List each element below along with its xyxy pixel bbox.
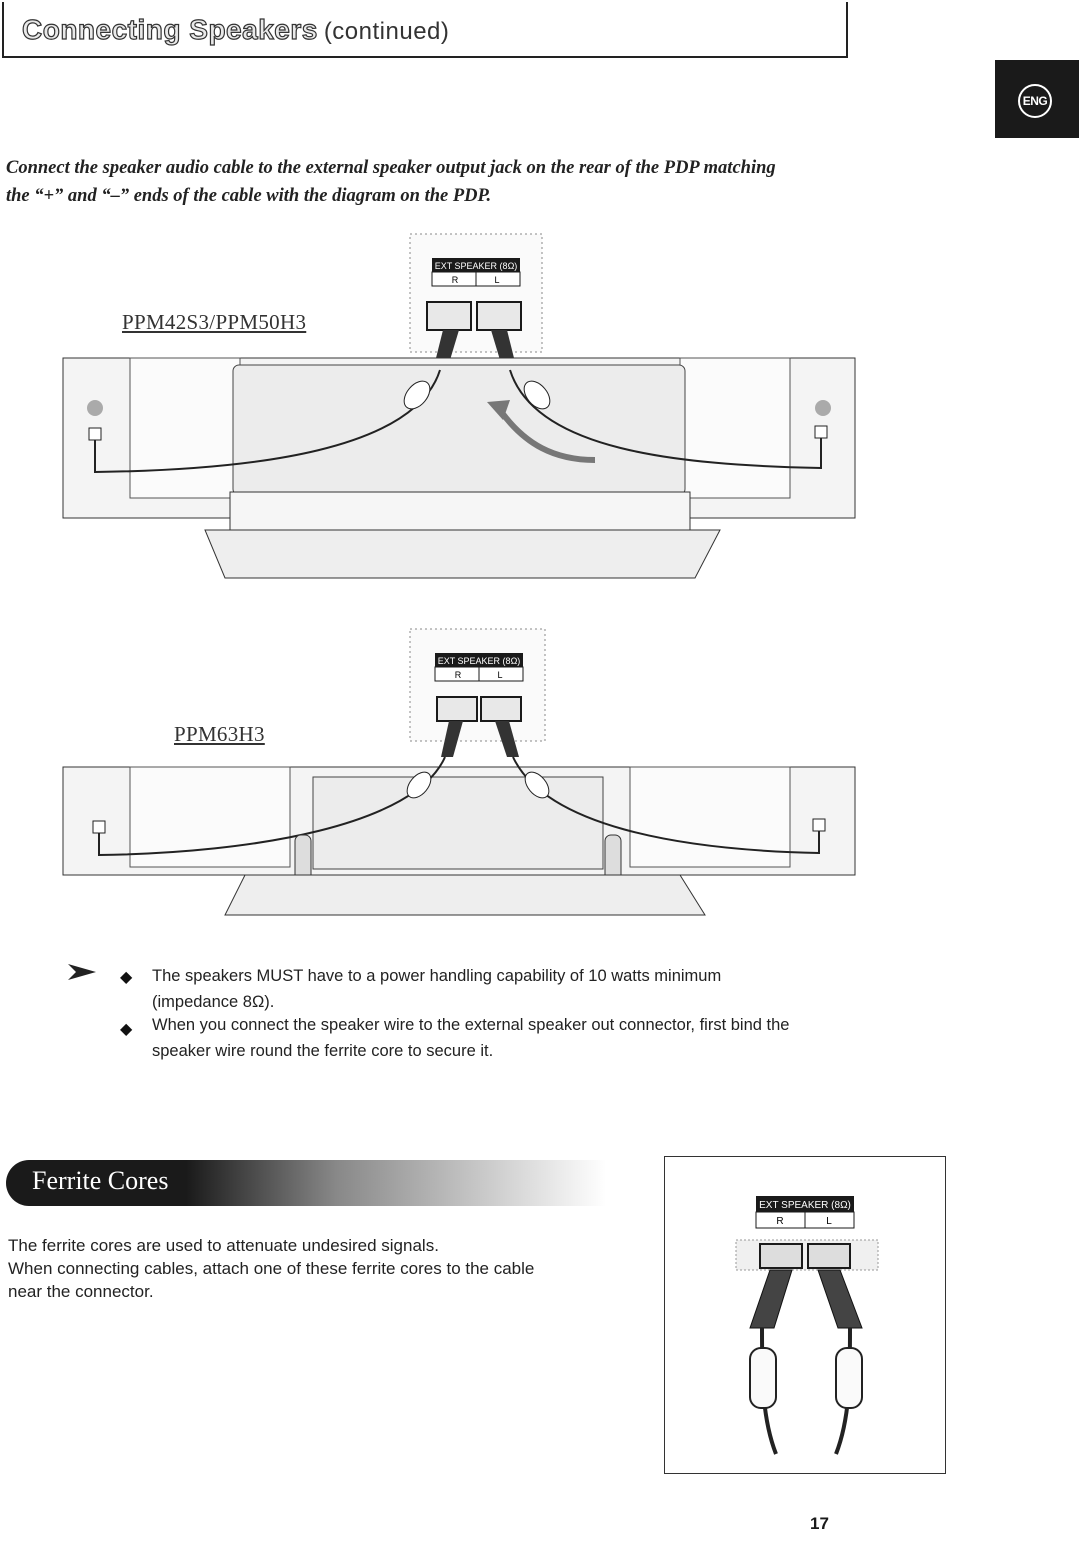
- ppm42s3-rear-diagram: [55, 230, 865, 590]
- note-item-1-line-2: (impedance 8Ω).: [152, 993, 275, 1011]
- ferrite-core-illustration: [666, 1158, 944, 1472]
- model-label-ppm42s3-ppm50h3: PPM42S3/PPM50H3: [122, 310, 307, 334]
- ferrite-jack-label: EXT SPEAKER (8Ω): [759, 1200, 851, 1211]
- note-item-1: [152, 963, 721, 1015]
- page-title-sub: (continued): [323, 18, 450, 45]
- jack-l-label-1: L: [494, 275, 500, 285]
- ferrite-jack-l: L: [826, 1216, 832, 1227]
- ferrite-jack-r: R: [776, 1216, 784, 1227]
- bullet-diamond-icon: ◆: [120, 969, 133, 986]
- model-label-ppm63h3: PPM63H3: [174, 722, 265, 746]
- note-item-2-line-1: When you connect the speaker wire to the external speaker out connector, first bind the: [152, 1016, 790, 1034]
- page-title-main: Connecting Speakers: [22, 14, 318, 45]
- jack-l-label-2: L: [497, 670, 503, 680]
- ferrite-line-3: near the connector.: [8, 1282, 154, 1301]
- note-item-1-line-1: The speakers MUST have to a power handling capability of 10 watts minimum: [152, 967, 722, 985]
- note-arrow-icon: [68, 962, 98, 982]
- bullet-diamond-icon: ◆: [120, 1021, 133, 1038]
- ferrite-description: [8, 1234, 608, 1303]
- page-title: [22, 14, 449, 46]
- page-number: 17: [810, 1514, 829, 1533]
- jack-label-2: EXT SPEAKER (8Ω): [437, 656, 521, 666]
- jack-r-label-1: R: [451, 275, 459, 285]
- ferrite-line-2: When connecting cables, attach one of these ferrite cores to the cable: [8, 1259, 535, 1278]
- jack-r-label-2: R: [454, 670, 462, 680]
- ferrite-section-title: Ferrite Cores: [32, 1166, 169, 1195]
- note-item-2: [152, 1012, 789, 1064]
- jack-label-1: EXT SPEAKER (8Ω): [434, 261, 518, 271]
- intro-line-2: the “+” and “–” ends of the cable with the diagram on the PDP.: [6, 186, 492, 206]
- intro-paragraph: [6, 154, 906, 210]
- language-tab-label: ENG: [1018, 84, 1052, 118]
- note-item-2-line-2: speaker wire round the ferrite core to secure it.: [152, 1042, 494, 1060]
- intro-line-1: Connect the speaker audio cable to the external speaker output jack on the rear of the PDP matching: [6, 158, 776, 178]
- ppm63h3-rear-diagram: [55, 625, 865, 920]
- ferrite-line-1: The ferrite cores are used to attenuate undesired signals.: [8, 1236, 439, 1255]
